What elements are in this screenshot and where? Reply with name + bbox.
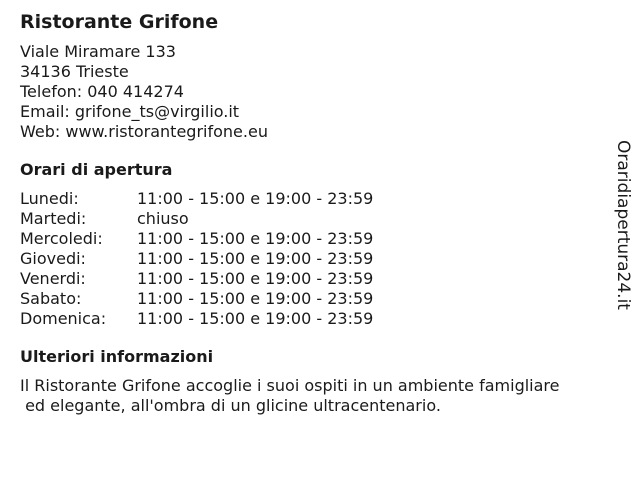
time-value: 11:00 - 15:00 e 19:00 - 23:59 (137, 289, 374, 308)
hours-row-sunday (20, 309, 610, 329)
hours-row-monday (20, 189, 610, 209)
address-street: Viale Miramare 133 (20, 42, 176, 61)
hours-row-wednesday (20, 229, 610, 249)
restaurant-name: Ristorante Grifone (20, 11, 219, 33)
restaurant-card (20, 10, 610, 416)
address-city: 34136 Trieste (20, 62, 129, 81)
more-info-line-2: ed elegante, all'ombra di un glicine ultracentenario. (20, 396, 441, 415)
opening-hours-table (20, 189, 610, 329)
phone-line: Telefon: 040 414274 (20, 82, 184, 101)
time-value: 11:00 - 15:00 e 19:00 - 23:59 (137, 309, 374, 328)
day-label: Martedi: (20, 209, 87, 228)
day-label: Lunedi: (20, 189, 79, 208)
opening-hours-heading: Orari di apertura (20, 160, 173, 179)
email-line: Email: grifone_ts@virgilio.it (20, 102, 240, 121)
more-info-line-1: Il Ristorante Grifone accoglie i suoi ospiti in un ambiente famigliare (20, 376, 560, 395)
site-watermark-text: Oraridiapertura24.it (613, 140, 633, 310)
day-label: Mercoledi: (20, 229, 103, 248)
site-watermark (608, 135, 638, 315)
day-label: Venerdi: (20, 269, 86, 288)
day-label: Sabato: (20, 289, 82, 308)
time-value: 11:00 - 15:00 e 19:00 - 23:59 (137, 249, 374, 268)
hours-row-thursday (20, 249, 610, 269)
hours-row-saturday (20, 289, 610, 309)
time-value: chiuso (137, 209, 189, 228)
hours-row-tuesday (20, 209, 610, 229)
hours-row-friday (20, 269, 610, 289)
day-label: Domenica: (20, 309, 107, 328)
web-line: Web: www.ristorantegrifone.eu (20, 122, 268, 141)
day-label: Giovedi: (20, 249, 86, 268)
time-value: 11:00 - 15:00 e 19:00 - 23:59 (137, 189, 374, 208)
more-info-heading: Ulteriori informazioni (20, 347, 214, 366)
time-value: 11:00 - 15:00 e 19:00 - 23:59 (137, 229, 374, 248)
time-value: 11:00 - 15:00 e 19:00 - 23:59 (137, 269, 374, 288)
